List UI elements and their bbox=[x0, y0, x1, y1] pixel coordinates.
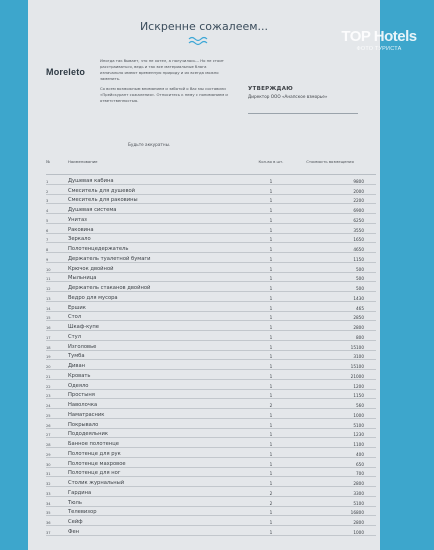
row-qty: 1 bbox=[269, 373, 273, 379]
row-number: 3 bbox=[46, 199, 49, 204]
row-number: 1 bbox=[46, 179, 49, 184]
table-row bbox=[46, 351, 376, 361]
row-number: 10 bbox=[46, 267, 51, 272]
tophotels-watermark bbox=[324, 28, 434, 80]
row-item-name: Унитаз bbox=[68, 216, 87, 223]
row-number: 19 bbox=[46, 355, 51, 360]
row-price: 5100 bbox=[353, 500, 364, 506]
row-item-name: Покрывало bbox=[68, 421, 99, 428]
row-item-name: Зеркало bbox=[68, 236, 91, 243]
row-qty: 1 bbox=[269, 276, 273, 282]
row-item-name: Телевизор bbox=[68, 509, 97, 516]
table-row bbox=[46, 321, 376, 331]
table-row bbox=[46, 234, 376, 244]
row-qty: 1 bbox=[269, 325, 273, 330]
table-row bbox=[46, 253, 376, 263]
row-item-name: Душевая кабина bbox=[68, 177, 114, 184]
row-qty: 1 bbox=[269, 286, 273, 291]
row-item-name: Простыня bbox=[68, 392, 95, 399]
row-qty: 1 bbox=[269, 442, 273, 447]
row-price: 2800 bbox=[353, 325, 364, 330]
row-price: 1430 bbox=[353, 295, 364, 301]
row-price: 650 bbox=[356, 461, 364, 467]
row-item-name: Душевая система bbox=[68, 207, 117, 213]
table-row bbox=[46, 448, 376, 458]
row-price: 700 bbox=[356, 471, 364, 477]
row-number: 18 bbox=[46, 345, 51, 350]
row-number: 12 bbox=[46, 287, 51, 291]
table-body bbox=[46, 175, 376, 536]
row-item-name: Диван bbox=[68, 363, 86, 369]
row-qty: 1 bbox=[269, 178, 273, 184]
row-item-name: Одеяло bbox=[68, 382, 89, 389]
row-qty: 1 bbox=[269, 520, 273, 525]
row-price: 400 bbox=[356, 451, 364, 457]
row-number: 9 bbox=[46, 257, 49, 262]
page-title: Искренне сожалеем... bbox=[139, 20, 269, 33]
row-qty: 1 bbox=[269, 217, 273, 223]
row-qty: 1 bbox=[269, 354, 273, 360]
row-price: 2200 bbox=[353, 198, 364, 204]
row-qty: 1 bbox=[269, 334, 273, 340]
row-number: 2 bbox=[46, 189, 49, 194]
row-qty: 1 bbox=[269, 451, 273, 457]
row-qty: 1 bbox=[269, 510, 273, 516]
row-item-name: Ершик bbox=[68, 304, 86, 311]
row-item-name: Изголовье bbox=[68, 343, 97, 350]
row-item-name: Гардина bbox=[68, 489, 92, 496]
row-number: 16 bbox=[46, 326, 51, 330]
row-qty: 1 bbox=[269, 412, 273, 418]
row-item-name: Держатель стаканов двойной bbox=[68, 285, 151, 291]
approval-heading: УТВЕРЖДАЮ bbox=[248, 86, 294, 92]
row-qty: 1 bbox=[269, 227, 273, 233]
row-number: 33 bbox=[46, 491, 51, 496]
table-row bbox=[46, 282, 376, 292]
table-row bbox=[46, 195, 376, 205]
table-row bbox=[46, 243, 376, 253]
row-price: 2800 bbox=[353, 481, 364, 486]
row-number: 5 bbox=[46, 218, 49, 223]
row-qty: 2 bbox=[269, 500, 273, 506]
header-price: Стоимость возмещения bbox=[306, 158, 354, 164]
header-num: № bbox=[46, 158, 50, 164]
row-qty: 1 bbox=[269, 266, 273, 272]
table-row bbox=[46, 468, 376, 478]
row-number: 4 bbox=[46, 209, 49, 213]
row-item-name: Тумба bbox=[68, 353, 85, 360]
row-price: 500 bbox=[356, 266, 364, 272]
row-number: 24 bbox=[46, 404, 51, 408]
row-price: 15100 bbox=[350, 344, 364, 350]
watermark-logo: TOP Hotels bbox=[341, 28, 417, 45]
row-number: 29 bbox=[46, 452, 51, 457]
row-item-name: Крючок двойной bbox=[68, 265, 114, 272]
row-item-name: Раковина bbox=[68, 226, 94, 233]
row-price: 6250 bbox=[353, 217, 364, 223]
table-row bbox=[46, 399, 376, 409]
row-qty: 2 bbox=[269, 403, 273, 408]
row-number: 25 bbox=[46, 413, 51, 418]
header-name: Наименование bbox=[68, 158, 98, 164]
table-row bbox=[46, 507, 376, 517]
waves-icon bbox=[188, 36, 210, 46]
table-row bbox=[46, 331, 376, 341]
row-number: 31 bbox=[46, 472, 51, 477]
header-qty: Кол-во в шт. bbox=[258, 158, 284, 164]
watermark-caption: ФОТО ТУРИСТА bbox=[356, 46, 402, 52]
row-number: 37 bbox=[46, 530, 51, 535]
row-number: 20 bbox=[46, 365, 51, 369]
row-price: 1150 bbox=[353, 256, 364, 262]
row-number: 34 bbox=[46, 501, 51, 506]
row-number: 11 bbox=[46, 277, 51, 282]
row-item-name: Столик журнальный bbox=[68, 480, 125, 486]
row-qty: 1 bbox=[269, 188, 273, 194]
brand-logo: Moreleto bbox=[46, 67, 86, 77]
row-item-name: Смеситель для раковины bbox=[68, 197, 138, 204]
row-number: 21 bbox=[46, 374, 51, 379]
row-price: 15100 bbox=[350, 364, 364, 369]
row-number: 36 bbox=[46, 521, 51, 525]
row-item-name: Полотенце для ног bbox=[68, 470, 121, 477]
row-price: 2800 bbox=[353, 520, 364, 525]
row-price: 2000 bbox=[353, 188, 364, 194]
table-row bbox=[46, 429, 376, 439]
table-row bbox=[46, 390, 376, 400]
row-qty: 1 bbox=[269, 295, 273, 301]
table-row bbox=[46, 526, 376, 536]
row-qty: 1 bbox=[269, 237, 273, 243]
row-price: 3300 bbox=[353, 490, 364, 496]
row-qty: 1 bbox=[269, 481, 273, 486]
row-number: 14 bbox=[46, 306, 51, 311]
row-price: 3100 bbox=[353, 354, 364, 360]
row-item-name: Стол bbox=[68, 314, 82, 321]
row-number: 35 bbox=[46, 511, 51, 516]
table-row bbox=[46, 419, 376, 429]
row-price: 1150 bbox=[353, 393, 364, 399]
row-item-name: Сейф bbox=[68, 519, 83, 525]
row-qty: 1 bbox=[269, 364, 273, 369]
table-row bbox=[46, 185, 376, 195]
row-item-name: Стул bbox=[68, 333, 82, 340]
row-qty: 1 bbox=[269, 471, 273, 477]
row-price: 3550 bbox=[353, 227, 364, 233]
row-item-name: Тюль bbox=[68, 499, 82, 506]
table-row bbox=[46, 370, 376, 380]
row-qty: 1 bbox=[269, 432, 273, 438]
row-number: 7 bbox=[46, 238, 49, 243]
row-number: 28 bbox=[46, 443, 51, 447]
row-item-name: Ведро для мусора bbox=[68, 294, 118, 301]
row-number: 32 bbox=[46, 482, 51, 486]
table-row bbox=[46, 516, 376, 526]
row-qty: 1 bbox=[269, 256, 273, 262]
row-qty: 1 bbox=[269, 208, 273, 213]
row-item-name: Фен bbox=[68, 528, 80, 535]
approval-signer: Директор ООО «Анапское взморье» bbox=[248, 94, 328, 99]
price-table bbox=[46, 124, 376, 536]
table-row bbox=[46, 341, 376, 351]
row-qty: 1 bbox=[269, 198, 273, 204]
row-price: 500 bbox=[356, 286, 364, 291]
row-price: 9800 bbox=[353, 178, 364, 184]
table-row bbox=[46, 409, 376, 419]
row-qty: 1 bbox=[269, 305, 273, 311]
row-number: 27 bbox=[46, 433, 51, 438]
row-qty: 1 bbox=[269, 344, 273, 350]
table-row bbox=[46, 438, 376, 448]
row-qty: 1 bbox=[269, 529, 273, 535]
row-qty: 2 bbox=[269, 490, 273, 496]
row-item-name: Полотенцедержатель bbox=[68, 246, 129, 252]
row-qty: 1 bbox=[269, 393, 273, 399]
table-row bbox=[46, 273, 376, 283]
table-row bbox=[46, 360, 376, 370]
row-item-name: Полотенце для рук bbox=[68, 450, 121, 457]
row-number: 8 bbox=[46, 248, 49, 252]
table-row bbox=[46, 224, 376, 234]
row-item-name: Держатель туалетной бумаги bbox=[68, 255, 151, 262]
row-price: 1000 bbox=[353, 412, 364, 418]
row-price: 1000 bbox=[353, 529, 364, 535]
row-qty: 1 bbox=[269, 383, 273, 389]
row-item-name: Кровать bbox=[68, 372, 91, 379]
row-number: 17 bbox=[46, 335, 51, 340]
row-price: 2850 bbox=[353, 315, 364, 321]
row-item-name: Полотенце махровое bbox=[68, 460, 126, 467]
row-price: 5100 bbox=[353, 422, 364, 428]
table-row bbox=[46, 458, 376, 468]
table-row bbox=[46, 380, 376, 390]
row-item-name: Смеситель для душевой bbox=[68, 187, 136, 194]
row-item-name: Наволочка bbox=[68, 402, 98, 408]
row-price: 21000 bbox=[350, 373, 364, 379]
price-list-sheet bbox=[28, 0, 417, 550]
intro-text bbox=[100, 58, 230, 108]
table-header bbox=[46, 148, 376, 175]
table-row bbox=[46, 214, 376, 224]
row-item-name: Наматрасник bbox=[68, 411, 105, 418]
row-price: 1650 bbox=[353, 237, 364, 243]
row-price: 800 bbox=[356, 334, 364, 340]
row-item-name: Пододеяльник bbox=[68, 431, 109, 438]
row-price: 6900 bbox=[353, 208, 364, 213]
table-row bbox=[46, 175, 376, 185]
row-qty: 1 bbox=[269, 315, 273, 321]
row-qty: 1 bbox=[269, 247, 273, 252]
row-price: 1230 bbox=[353, 432, 364, 438]
row-price: 1200 bbox=[353, 383, 364, 389]
table-row bbox=[46, 263, 376, 273]
row-price: 16800 bbox=[350, 510, 364, 516]
row-number: 6 bbox=[46, 228, 49, 233]
row-item-name: Шкаф-купе bbox=[68, 324, 99, 330]
table-row bbox=[46, 487, 376, 497]
approval-block bbox=[248, 86, 368, 114]
intro-paragraph-2: Со всем возможным вниманием и заботой о Вас мы составили «Прейскурант сожаления». Относитесь к нему с пониманием и ответственностью. bbox=[100, 86, 228, 103]
row-number: 13 bbox=[46, 296, 51, 301]
row-number: 23 bbox=[46, 394, 51, 399]
table-row bbox=[46, 204, 376, 214]
row-price: 4650 bbox=[353, 247, 364, 252]
careful-note: Будьте аккуратны. bbox=[128, 142, 171, 147]
row-price: 500 bbox=[356, 276, 364, 282]
row-qty: 1 bbox=[269, 422, 273, 428]
table-row bbox=[46, 302, 376, 312]
row-item-name: Банное полотенце bbox=[68, 441, 119, 447]
signature-line bbox=[248, 113, 358, 114]
row-item-name: Мыльница bbox=[68, 275, 97, 282]
row-price: 465 bbox=[356, 305, 364, 311]
row-qty: 1 bbox=[269, 461, 273, 467]
row-price: 560 bbox=[356, 403, 364, 408]
row-number: 15 bbox=[46, 316, 51, 321]
row-number: 26 bbox=[46, 423, 51, 428]
row-number: 22 bbox=[46, 384, 51, 389]
intro-paragraph-1: Иногда так бывает, что не хотел, а получилось... Но не стоит расстраиваться, ведь и так все материальные блага изначально имеют временную природу и их всегда можно заменить. bbox=[100, 58, 225, 81]
table-row bbox=[46, 477, 376, 487]
table-row bbox=[46, 312, 376, 322]
table-row bbox=[46, 497, 376, 507]
row-price: 1100 bbox=[353, 442, 364, 447]
row-number: 30 bbox=[46, 462, 51, 467]
table-row bbox=[46, 292, 376, 302]
